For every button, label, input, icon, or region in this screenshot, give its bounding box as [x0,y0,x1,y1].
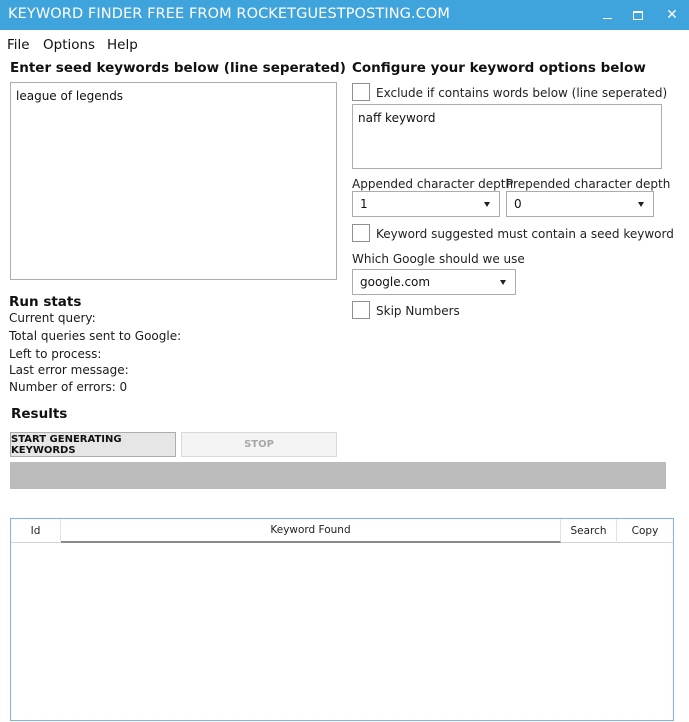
minimize-icon [603,18,612,19]
prepended-depth-select[interactable] [506,191,654,217]
chevron-down-icon [500,280,506,285]
menu-options[interactable]: Options [43,37,96,53]
minimize-button[interactable] [590,0,624,30]
close-button[interactable] [655,0,689,30]
chevron-down-icon [484,202,490,207]
google-domain-value: google.com [360,275,431,289]
chevron-down-icon [638,202,644,207]
exclude-words-input[interactable]: naff keyword [352,104,662,169]
appended-depth-value: 1 [360,197,368,211]
results-table[interactable] [10,518,674,721]
column-header-id[interactable]: Id [11,519,61,543]
exclude-checkbox[interactable] [352,83,370,101]
column-header-keyword[interactable]: Keyword Found [61,519,561,543]
column-header-copy[interactable]: Copy [631,525,659,537]
must-contain-seed-checkbox[interactable] [352,224,370,242]
google-domain-label: Which Google should we use [352,252,525,266]
window-title: KEYWORD FINDER FREE FROM ROCKETGUESTPOSTING.COM [8,6,451,22]
title-bar [0,0,689,30]
options-heading: Configure your keyword options below [352,60,646,76]
skip-numbers-checkbox[interactable] [352,301,370,319]
start-button[interactable]: START GENERATING KEYWORDS [10,432,176,457]
stop-button[interactable]: STOP [181,432,337,457]
seed-keywords-input[interactable]: league of legends [10,82,337,280]
skip-numbers-label: Skip Numbers [376,304,460,318]
total-queries-stat: Total queries sent to Google: [9,329,182,343]
maximize-button[interactable] [621,0,655,30]
menu-bar [0,30,689,58]
left-to-process-stat: Left to process: [9,347,102,361]
run-stats-heading: Run stats [9,294,82,310]
menu-help[interactable]: Help [107,37,138,53]
maximize-icon [633,11,643,20]
column-header-search[interactable]: Search [561,519,617,543]
appended-depth-label: Appended character depth [352,177,514,191]
seed-heading: Enter seed keywords below (line seperated) [10,60,346,76]
progress-bar [10,462,666,489]
close-icon: ✕ [666,7,678,23]
google-domain-select[interactable] [352,269,516,295]
current-query-stat: Current query: [9,311,96,325]
table-header [11,519,673,543]
results-heading: Results [11,406,68,422]
prepended-depth-label: Prepended character depth [506,177,671,191]
appended-depth-select[interactable] [352,191,500,217]
must-contain-seed-label: Keyword suggested must contain a seed keyword [376,227,674,241]
prepended-depth-value: 0 [514,197,522,211]
error-count-stat: Number of errors: 0 [9,380,128,394]
exclude-label: Exclude if contains words below (line seperated) [376,86,668,100]
menu-file[interactable]: File [7,37,30,53]
last-error-stat: Last error message: [9,363,129,377]
